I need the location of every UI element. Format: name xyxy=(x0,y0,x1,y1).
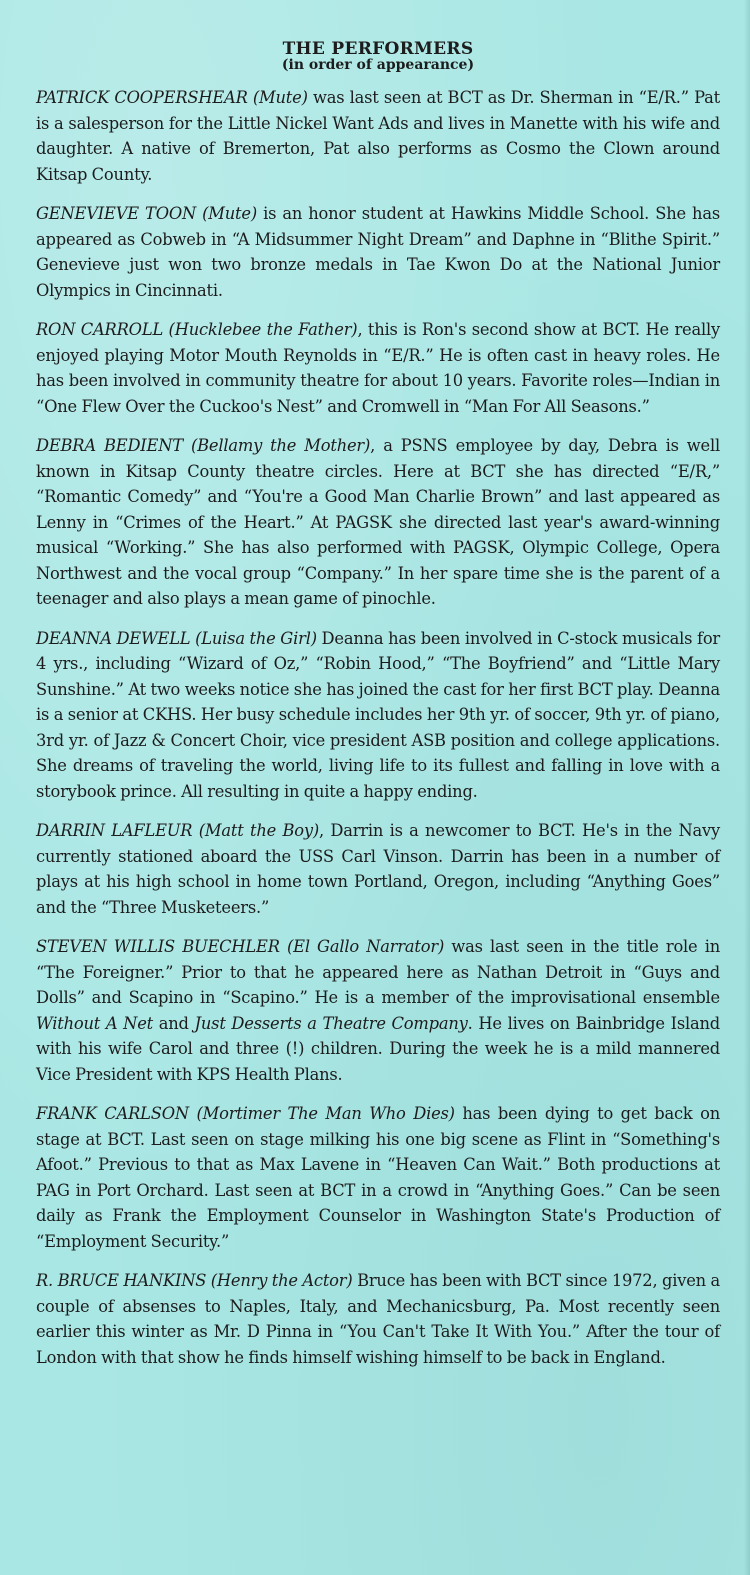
performer-name: STEVEN WILLIS BUECHLER (El Gallo Narrator) xyxy=(36,937,445,956)
page-title: THE PERFORMERS xyxy=(282,39,474,59)
performer-name: FRANK CARLSON (Mortimer The Man Who Dies) xyxy=(36,1104,455,1123)
ensemble-name: Without A Net xyxy=(36,1013,154,1033)
performer-bios xyxy=(36,85,720,1370)
performer-name: DARRIN LAFLEUR (Matt the Boy) xyxy=(36,821,319,840)
bio-debra-bedient xyxy=(36,433,720,612)
bio-r-bruce-hankins xyxy=(36,1268,720,1370)
bio-ron-carroll xyxy=(36,317,720,419)
section-header xyxy=(36,40,720,73)
bio-frank-carlson xyxy=(36,1101,720,1254)
bio-genevieve-toon xyxy=(36,201,720,303)
bio-darrin-lafleur xyxy=(36,818,720,920)
bio-text: and xyxy=(153,1013,195,1033)
bio-text: , a PSNS employee by day, Debra is well known in Kitsap County theatre circles. Here at BCT she has directed “E/R,” “Romantic Comedy” and “You're a Good Man Charlie Brown” and last appeared as Lenny in “Crimes of the Heart.” At PAGSK she directed last year's award-winning musical “Working.” She has also performed with PAGSK, Olympic College, Opera Northwest and the vocal group “Company.” In her spare time she is the parent of a teenager and also plays a mean game of pinochle. xyxy=(36,436,720,608)
page-subtitle: (in order of appearance) xyxy=(281,57,475,73)
bio-deanna-dewell xyxy=(36,626,720,805)
bio-text: was last seen at BCT as Dr. Sherman in “E/R.” Pat is a salesperson for the Little Nickel Want Ads and lives in Manette with his wife and daughter. A native of Bremerton, Pat also performs as Cosmo the Clown around Kitsap County. xyxy=(36,88,720,184)
performer-name: R. BRUCE HANKINS (Henry the Actor) xyxy=(36,1271,353,1290)
bio-text: , Darrin is a newcomer to BCT. He's in the Navy currently stationed aboard the USS Carl Vinson. Darrin has been in a number of plays at his high school in home town Portland, Oregon, including “Anything Goes” and the “Three Musketeers.” xyxy=(36,821,720,917)
bio-text: Deanna has been involved in C-stock musicals for 4 yrs., including “Wizard of Oz,” “Robin Hood,” “The Boyfriend” and “Little Mary Sunshine.” At two weeks notice she has joined the cast for her first BCT play. Deanna is a senior at CKHS. Her busy schedule includes her 9th yr. of soccer, 9th yr. of piano, 3rd yr. of Jazz & Concert Choir, vice president ASB position and college applications. She dreams of traveling the world, living life to its fullest and falling in love with a storybook prince. All resulting in quite a happy ending. xyxy=(36,628,720,801)
bio-text: was last seen in the title role in “The Foreigner.” Prior to that he appeared here as Nathan Detroit in “Guys and Dolls” and Scapino in “Scapino.” He is a member of the improvisational ensemble xyxy=(36,937,721,1007)
bio-text: . He lives on Bainbridge Island with his wife Carol and three (!) children. During the week he is a mild mannered Vice President with KPS Health Plans. xyxy=(36,1013,720,1084)
bio-text: has been dying to get back on stage at BCT. Last seen on stage milking his one big scene as Flint in “Something's Afoot.” Previous to that as Max Lavene in “Heaven Can Wait.” Both productions at PAG in Port Orchard. Last seen at BCT in a crowd in “Anything Goes.” Can be seen daily as Frank the Employment Counselor in Washington State's Production of “Employment Security.” xyxy=(36,1104,720,1251)
bio-text: Bruce has been with BCT since 1972, given a couple of absenses to Naples, Italy, and Mechanicsburg, Pa. Most recently seen earlier this winter as Mr. D Pinna in “You Can't Take It With You.” After the tour of London with that show he finds himself wishing himself to be back in England. xyxy=(36,1271,720,1367)
performer-name: PATRICK COOPERSHEAR (Mute) xyxy=(36,88,308,107)
company-name: Just Desserts a Theatre Company xyxy=(194,1013,468,1033)
bio-text: is an honor student at Hawkins Middle School. She has appeared as Cobweb in “A Midsummer Night Dream” and Daphne in “Blithe Spirit.” Genevieve just won two bronze medals in Tae Kwon Do at the National Junior Olympics in Cincinnati. xyxy=(36,204,720,300)
performer-name: DEBRA BEDIENT (Bellamy the Mother) xyxy=(36,436,371,455)
performer-name: GENEVIEVE TOON (Mute) xyxy=(36,204,257,223)
performer-name: RON CARROLL (Hucklebee the Father) xyxy=(36,320,358,339)
bio-patrick-coopershear xyxy=(36,85,720,187)
bio-text: , this is Ron's second show at BCT. He really enjoyed playing Motor Mouth Reynolds in “E/R.” He is often cast in heavy roles. He has been involved in community theatre for about 10 years. Favorite roles—Indian in “One Flew Over the Cuckoo's Nest” and Cromwell in “Man For All Seasons.” xyxy=(36,320,720,416)
bio-steven-willis-buechler xyxy=(36,934,720,1087)
performer-name: DEANNA DEWELL (Luisa the Girl) xyxy=(36,628,317,648)
